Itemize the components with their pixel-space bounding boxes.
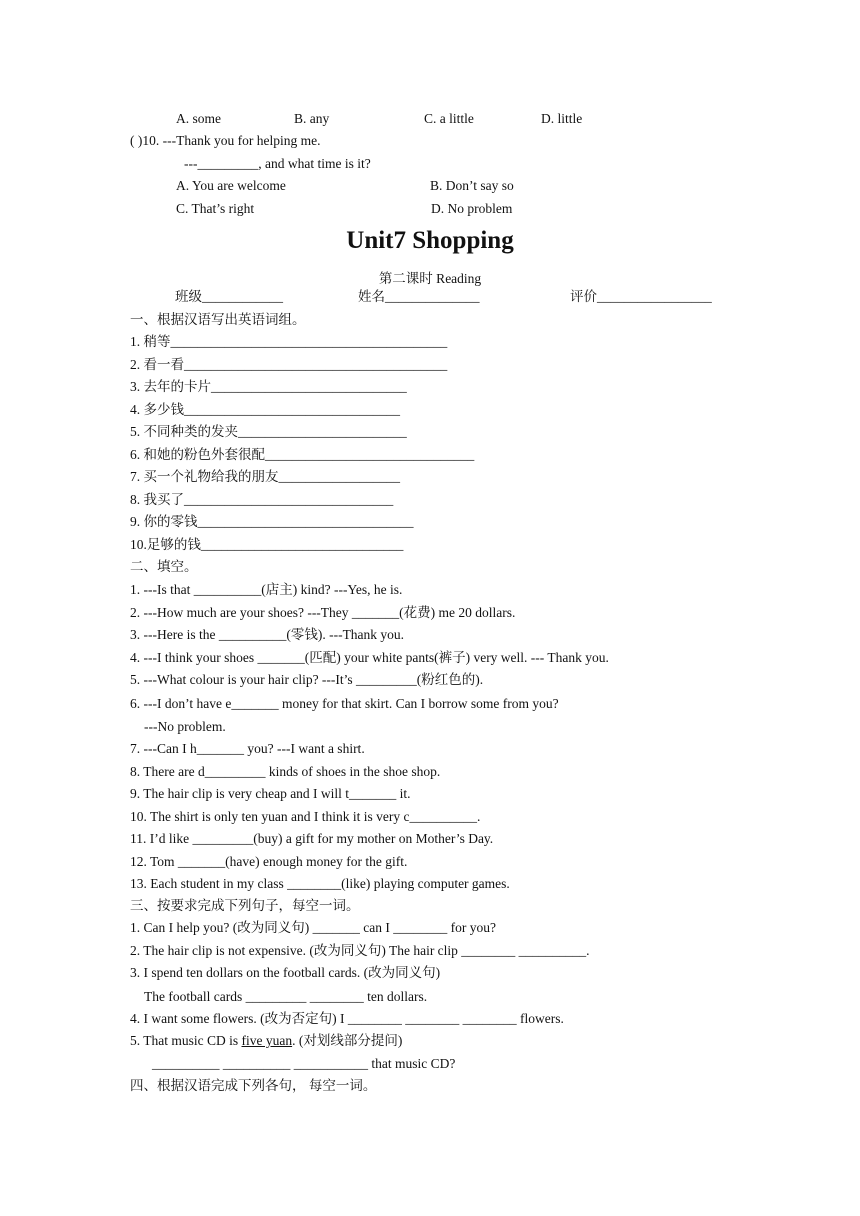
q10-option-d: D. No problem	[431, 201, 513, 216]
part1-item: 5. 不同种类的发夹_________________________	[130, 424, 407, 439]
part2-item: 13. Each student in my class ________(like) playing computer games.	[130, 876, 510, 891]
q9-option-c: C. a little	[424, 111, 474, 126]
part3-item: 2. The hair clip is not expensive. (改为同义句) The hair clip ________ __________.	[130, 943, 590, 958]
underlined-phrase: five yuan	[241, 1033, 293, 1048]
lesson-subtitle: 第二课时 Reading	[378, 271, 482, 286]
part1-item: 8. 我买了_______________________________	[130, 492, 394, 507]
part3-item: 4. I want some flowers. (改为否定句) I ________ ________ ________ flowers.	[130, 1011, 564, 1026]
q9-option-d: D. little	[541, 111, 583, 126]
q10-reply: ---_________, and what time is it?	[184, 156, 371, 171]
part2-item: 10. The shirt is only ten yuan and I think it is very c__________.	[130, 809, 481, 824]
part2-item: 11. I’d like _________(buy) a gift for my mother on Mother’s Day.	[130, 831, 494, 846]
part1-item: 2. 看一看_______________________________________	[130, 357, 448, 372]
section-3-heading: 三、按要求完成下列句子，每空一词。	[130, 898, 360, 913]
evaluation-field: 评价_________________	[570, 289, 712, 304]
part2-item: 2. ---How much are your shoes? ---They _______(花费) me 20 dollars.	[130, 605, 516, 620]
part1-item: 9. 你的零钱________________________________	[130, 514, 414, 529]
part1-item: 1. 稍等_________________________________________	[130, 334, 448, 349]
part1-item: 7. 买一个礼物给我的朋友__________________	[130, 469, 400, 484]
part1-item: 10.足够的钱______________________________	[130, 537, 404, 552]
part3-item-continuation: The football cards _________ ________ ten dollars.	[144, 989, 428, 1004]
part1-item: 3. 去年的卡片_____________________________	[130, 379, 407, 394]
part3-item-5-blanks: __________ __________ ___________ that music CD?	[152, 1056, 456, 1071]
part2-item-continuation: ---No problem.	[144, 719, 226, 734]
section-2-heading: 二、填空。	[130, 559, 198, 574]
part2-item: 4. ---I think your shoes _______(匹配) your white pants(裤子) very well. --- Thank you.	[130, 650, 609, 665]
part2-item: 1. ---Is that __________(店主) kind? ---Yes, he is.	[130, 582, 403, 597]
class-field: 班级____________	[175, 289, 283, 304]
part2-item: 12. Tom _______(have) enough money for the gift.	[130, 854, 408, 869]
part1-item: 4. 多少钱________________________________	[130, 402, 400, 417]
part3-item: 3. I spend ten dollars on the football cards. (改为同义句)	[130, 965, 441, 980]
part2-item: 3. ---Here is the __________(零钱). ---Thank you.	[130, 627, 405, 642]
part3-q5-text: 5. That music CD is	[130, 1033, 242, 1048]
page-title: Unit7 Shopping	[346, 227, 514, 254]
part2-item: 6. ---I don’t have e_______ money for that skirt. Can I borrow some from you?	[130, 696, 559, 711]
section-4-heading: 四、根据汉语完成下列各句， 每空一词。	[130, 1078, 377, 1093]
part2-item: 7. ---Can I h_______ you? ---I want a shirt.	[130, 741, 365, 756]
q9-option-a: A. some	[176, 111, 221, 126]
part2-item: 9. The hair clip is very cheap and I will t_______ it.	[130, 786, 411, 801]
q10-option-c: C. That’s right	[176, 201, 255, 216]
part3-item: 1. Can I help you? (改为同义句) _______ can I ________ for you?	[130, 920, 496, 935]
q10-question: ( )10. ---Thank you for helping me.	[130, 133, 321, 148]
part2-item: 5. ---What colour is your hair clip? ---It’s _________(粉红色的).	[130, 672, 484, 687]
q10-option-a: A. You are welcome	[176, 178, 286, 193]
part3-q5-note: . (对划线部分提问)	[292, 1033, 403, 1048]
name-field: 姓名______________	[358, 289, 480, 304]
q10-option-b: B. Don’t say so	[430, 178, 514, 193]
part3-item-5	[130, 1033, 402, 1049]
section-1-heading: 一、根据汉语写出英语词组。	[130, 312, 306, 327]
part1-item: 6. 和她的粉色外套很配_______________________________	[130, 447, 475, 462]
q9-option-b: B. any	[294, 111, 330, 126]
part2-item: 8. There are d_________ kinds of shoes in the shoe shop.	[130, 764, 441, 779]
